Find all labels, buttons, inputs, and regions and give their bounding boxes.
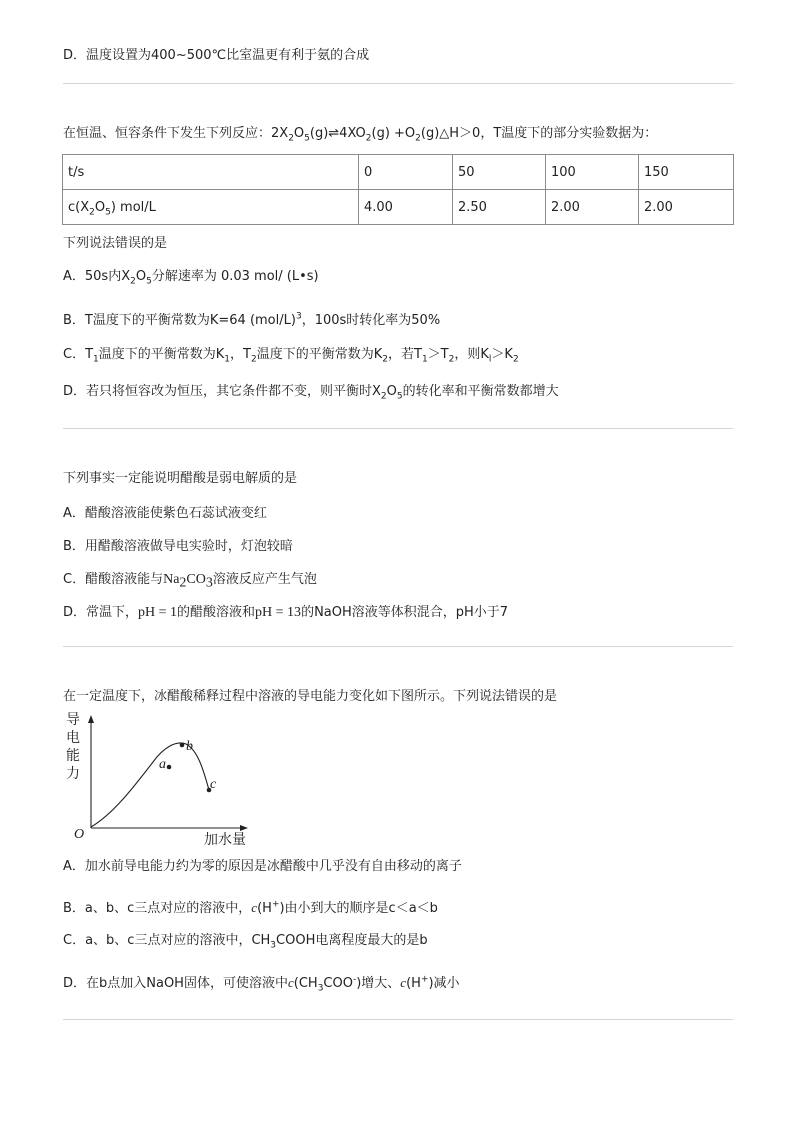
- y-axis-arrow-icon: [88, 715, 94, 723]
- ylabel-char: 电: [66, 731, 80, 746]
- q2-option-c[interactable]: C．醋酸溶液能与$Na_2CO_3$溶液反应产生气泡: [63, 572, 317, 591]
- q1-data-table: [62, 154, 734, 225]
- divider-4: [63, 1019, 733, 1020]
- table-cell: 4.00: [359, 190, 453, 225]
- table-cell: 150: [639, 155, 734, 190]
- divider-3: [63, 646, 733, 647]
- point-a: [167, 765, 172, 770]
- q1-option-b[interactable]: B．T温度下的平衡常数为K=64 $(mol/L)^3$，100s时转化率为50%: [63, 311, 441, 328]
- q3-option-a[interactable]: A．加水前导电能力约为零的原因是冰醋酸中几乎没有自由移动的离子: [63, 859, 462, 874]
- point-a-label: a: [159, 757, 166, 772]
- q1-option-c[interactable]: C．$T_1$温度下的平衡常数为$K_1$，$T_2$温度下的平衡常数为$K_2$，若$T_1>T_2$，则$K_l>K_2$: [63, 347, 519, 365]
- q1-prompt: 下列说法错误的是: [63, 236, 168, 251]
- q0-option-d: D．温度设置为400~500℃比室温更有利于氨的合成: [63, 48, 370, 63]
- q2-option-a[interactable]: A．醋酸溶液能使紫色石蕊试液变红: [63, 506, 267, 521]
- q3-option-d[interactable]: D．在b点加入NaOH固体，可使溶液中$c(CH_3COO^-)$增大、c(H+)减小: [63, 974, 460, 994]
- table-cell: 50: [453, 155, 546, 190]
- x-axis-arrow-icon: [240, 825, 248, 831]
- q3-option-b[interactable]: B．a、b、c三点对应的溶液中，c(H+)由小到大的顺序是c＜a＜b: [63, 899, 438, 916]
- conductivity-curve: [91, 743, 209, 827]
- table-row: [63, 190, 734, 225]
- table-cell: $c(X_2O_5)$ mol/L: [63, 190, 359, 225]
- point-c-label: c: [210, 777, 217, 792]
- q2-option-b[interactable]: B．用醋酸溶液做导电实验时，灯泡较暗: [63, 539, 293, 554]
- ylabel-char: 导: [66, 713, 80, 728]
- q1-option-d[interactable]: D．若只将恒容改为恒压，其它条件都不变，则平衡时$X_2O_5$的转化率和平衡常数都增大: [63, 384, 559, 402]
- origin-label: O: [74, 827, 85, 842]
- q1-stem: 在恒温、恒容条件下发生下列反应：$2X_2O_5(g)\rightleftharpoons 4XO_2(g)$ $+O_2(g)\triangle H>0$，T温度下的部分实验数据为：: [63, 126, 658, 144]
- q1-option-a[interactable]: A．50s内$X_2O_5$分解速率为 0.03 mol/ (L•s): [63, 269, 319, 287]
- q3-option-c[interactable]: C．a、b、c三点对应的溶液中，$CH_3COOH$电离程度最大的是b: [63, 933, 428, 951]
- q2-stem: 下列事实一定能说明醋酸是弱电解质的是: [63, 471, 298, 486]
- divider-2: [63, 428, 733, 429]
- table-cell: 2.50: [453, 190, 546, 225]
- q2-option-d[interactable]: D．常温下，pH = 1的醋酸溶液和pH = 13的NaOH溶液等体积混合，pH小于7: [63, 605, 509, 620]
- table-cell: 100: [546, 155, 639, 190]
- point-b: [180, 743, 185, 748]
- table-cell: 2.00: [546, 190, 639, 225]
- point-b-label: b: [186, 739, 193, 754]
- table-cell: 2.00: [639, 190, 734, 225]
- ylabel-char: 能: [66, 749, 80, 764]
- ylabel-char: 力: [66, 767, 80, 782]
- xlabel: 加水量: [204, 833, 246, 848]
- table-row: [63, 155, 734, 190]
- divider-1: [63, 83, 733, 84]
- table-cell: 0: [359, 155, 453, 190]
- table-cell: t/s: [63, 155, 359, 190]
- conductivity-graph: [58, 710, 258, 852]
- q3-stem: 在一定温度下，冰醋酸稀释过程中溶液的导电能力变化如下图所示。下列说法错误的是: [63, 689, 558, 704]
